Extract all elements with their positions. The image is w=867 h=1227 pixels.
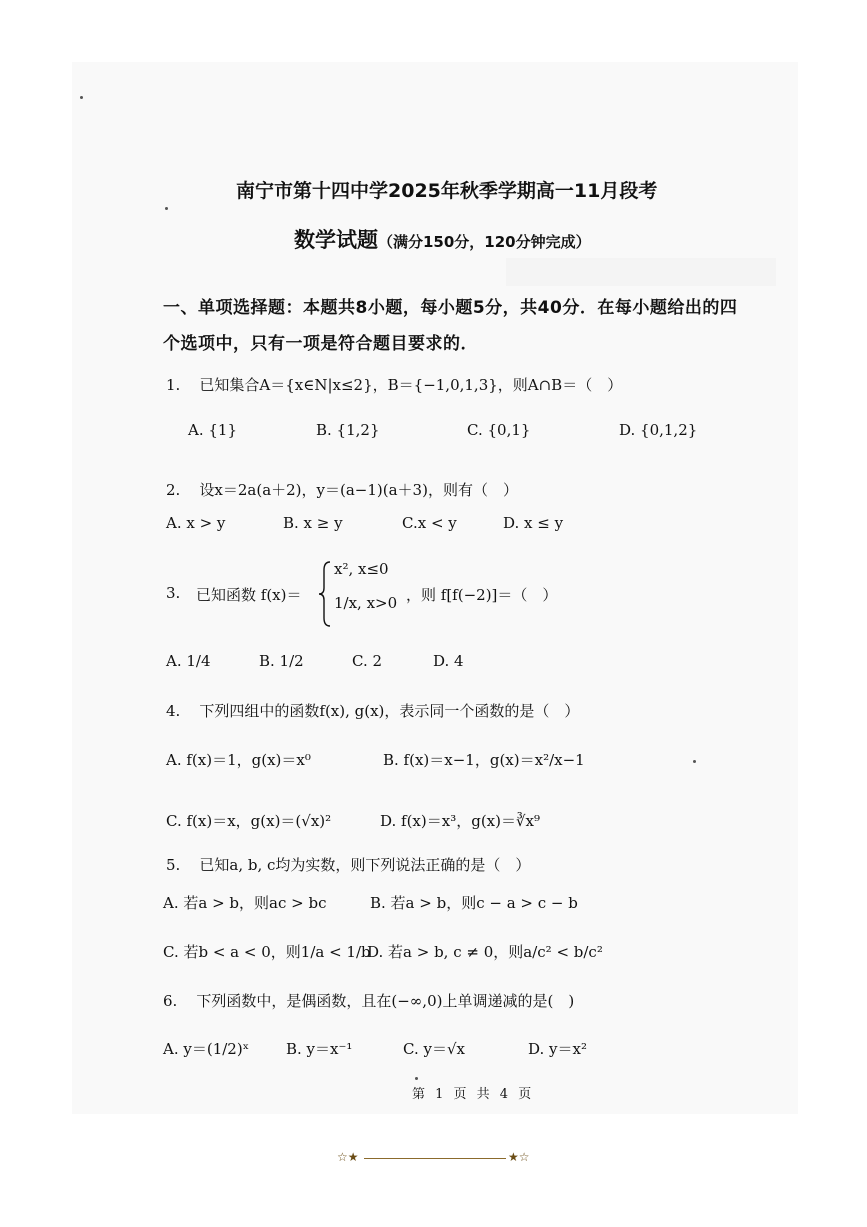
option-a: A. f(x)＝1，g(x)＝x⁰ bbox=[166, 751, 311, 769]
question-5 bbox=[166, 854, 530, 875]
question-number: 5. bbox=[166, 856, 181, 874]
option-d: D. {0,1,2} bbox=[619, 421, 698, 439]
option-d: D. y＝x² bbox=[528, 1040, 587, 1058]
page-number: 第 1 页 共 4 页 bbox=[412, 1087, 535, 1102]
section-heading-line2: 个选项中，只有一项是符合题目要求的． bbox=[163, 334, 478, 354]
speck bbox=[80, 96, 83, 99]
option-d: D. x ≤ y bbox=[503, 514, 564, 532]
question-number: 2. bbox=[166, 481, 181, 499]
option-b: B. 1/2 bbox=[259, 652, 304, 670]
speck bbox=[165, 207, 168, 210]
question-stem: 已知a, b, c均为实数，则下列说法正确的是（ ） bbox=[199, 856, 531, 874]
question-4 bbox=[166, 700, 579, 721]
piecewise-brace bbox=[318, 560, 332, 628]
option-c: C. 2 bbox=[352, 652, 383, 670]
star-ornament-right: ★☆ bbox=[508, 1150, 530, 1164]
option-c: C. {0,1} bbox=[467, 421, 531, 439]
question-number: 6. bbox=[163, 992, 178, 1010]
question-stem: 下列函数中，是偶函数，且在(−∞,0)上单调递减的是( ) bbox=[196, 992, 575, 1010]
speck bbox=[415, 1077, 418, 1080]
question-2 bbox=[166, 479, 518, 500]
question-3-stem-suffix: ，则 f[f(−2)]＝（ ） bbox=[406, 586, 558, 604]
question-3-stem-prefix: 已知函数 f(x)＝ bbox=[196, 586, 302, 604]
question-stem: 已知集合A＝{x∈N|x≤2}，B＝{−1,0,1,3}，则A∩B＝（ ） bbox=[199, 376, 623, 394]
question-stem: 设x＝2a(a＋2)，y＝(a−1)(a＋3)，则有（ ） bbox=[199, 481, 518, 499]
piece-1: x², x≤0 bbox=[334, 560, 389, 578]
option-c: C. 若b < a < 0，则1/a < 1/b bbox=[163, 943, 371, 961]
star-ornament-left: ☆★ bbox=[337, 1150, 359, 1164]
option-c: C. y＝√x bbox=[403, 1040, 465, 1058]
option-b: B. y＝x⁻¹ bbox=[286, 1040, 353, 1058]
option-d: D. 若a > b, c ≠ 0，则a/c² < b/c² bbox=[367, 943, 603, 961]
subject-name: 数学试题 bbox=[294, 228, 378, 252]
question-stem: 下列四组中的函数f(x), g(x)，表示同一个函数的是（ ） bbox=[199, 702, 580, 720]
speck bbox=[693, 760, 696, 763]
option-b: B. x ≥ y bbox=[283, 514, 343, 532]
question-1 bbox=[166, 374, 622, 395]
footer-rule bbox=[364, 1158, 506, 1159]
blank-patch bbox=[506, 258, 776, 286]
option-b: B. {1,2} bbox=[316, 421, 380, 439]
piece-2: 1/x, x>0 bbox=[334, 594, 398, 612]
option-a: A. 1/4 bbox=[166, 652, 211, 670]
option-b: B. f(x)＝x−1，g(x)＝x²/x−1 bbox=[383, 751, 585, 769]
option-a: A. y＝(1/2)ˣ bbox=[163, 1040, 250, 1058]
exam-title: 南宁市第十四中学2025年秋季学期高一11月段考 bbox=[236, 180, 658, 202]
section-heading-line1: 一、单项选择题：本题共8小题，每小题5分，共40分．在每小题给出的四 bbox=[163, 298, 738, 318]
question-6 bbox=[163, 990, 574, 1011]
exam-subtitle bbox=[294, 224, 591, 254]
option-c: C.x < y bbox=[402, 514, 457, 532]
option-d: D. f(x)＝x³，g(x)＝∛x⁹ bbox=[380, 812, 541, 830]
question-number: 4. bbox=[166, 702, 181, 720]
option-a: A. 若a > b，则ac > bc bbox=[163, 894, 327, 912]
question-number: 1. bbox=[166, 376, 181, 394]
score-time-note: （满分150分，120分钟完成） bbox=[378, 233, 591, 251]
option-b: B. 若a > b，则c − a > c − b bbox=[370, 894, 578, 912]
option-a: A. x > y bbox=[166, 514, 226, 532]
option-d: D. 4 bbox=[433, 652, 464, 670]
option-a: A. {1} bbox=[188, 421, 237, 439]
question-3-number: 3. bbox=[166, 584, 181, 602]
option-c: C. f(x)＝x，g(x)＝(√x)² bbox=[166, 812, 332, 830]
